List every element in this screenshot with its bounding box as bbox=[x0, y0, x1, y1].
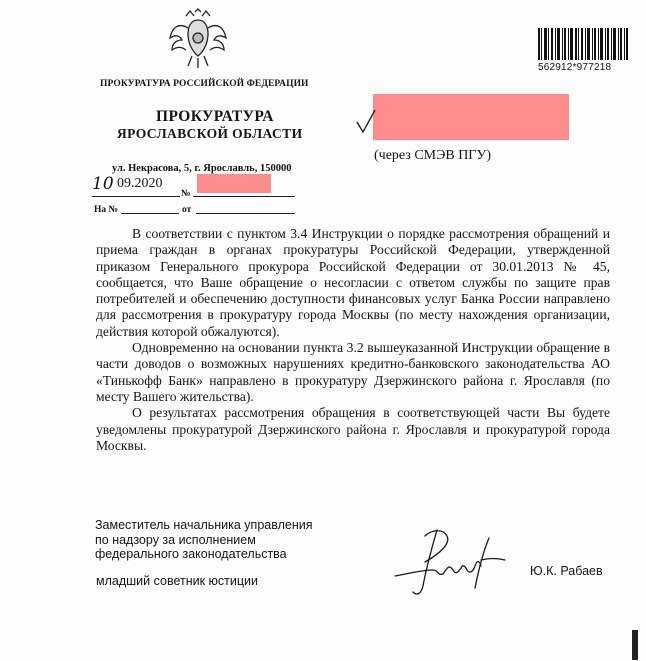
delivery-method: (через СМЭВ ПГУ) bbox=[374, 148, 491, 163]
paragraph: В соответствии с пунктом 3.4 Инструкции о порядке рассмотрения обращений и приема граждан в органах прокуратуры Российской Федерации, утвержденной приказом Генерального прокурора Российской Федерации от 30.01.2013 № 45, сообщается, что Ваше обращение о несогласии с ответом службы по защите прав потребителей и обеспечению доступности финансовых услуг Банка России направлено для рассмотрения в прокуратуру города Москвы (по месту нахождения организации, действия которой обжалуются). bbox=[96, 226, 610, 339]
paragraph: Одновременно на основании пункта 3.2 вышеуказанной Инструкции обращение в части доводов о возможных нарушениях кредитно-банковского законодательства АО «Тинькофф Банк» направлено в прокуратуру Дзержинского района г. Ярославля (по месту Вашего жительства). bbox=[96, 340, 610, 404]
org-address: ул. Некрасова, 5, г. Ярославль, 150000 bbox=[112, 163, 292, 174]
signer-name: Ю.К. Рабаев bbox=[530, 564, 603, 578]
handwritten-signature bbox=[385, 520, 515, 598]
reference-from-label: от bbox=[182, 205, 192, 215]
org-title: ПРОКУРАТУРА bbox=[156, 108, 274, 125]
position-line: Заместитель начальника управления bbox=[95, 518, 313, 532]
date-underline bbox=[92, 196, 180, 197]
reference-date-underline bbox=[196, 213, 295, 214]
paragraph: О результатах рассмотрения обращения в соответствующей части Вы будете уведомлены прокуратурой Дзержинского района г. Ярославля и прокуратурой города Москвы. bbox=[96, 405, 610, 453]
reference-underline bbox=[121, 213, 179, 214]
date-handwritten: 10 bbox=[92, 174, 114, 194]
date-printed: 09.2020 bbox=[117, 176, 163, 191]
number-underline bbox=[193, 196, 295, 197]
page-edge-mark bbox=[632, 630, 638, 660]
reference-label: На № bbox=[94, 205, 119, 215]
position-line: федерального законодательства bbox=[95, 547, 287, 561]
barcode-icon bbox=[538, 28, 628, 60]
letter-body bbox=[96, 226, 610, 454]
org-region: ЯРОСЛАВСКОЙ ОБЛАСТИ bbox=[117, 126, 303, 141]
number-label: № bbox=[181, 189, 191, 199]
outgoing-number-redaction bbox=[197, 174, 271, 193]
recipient-redaction bbox=[373, 94, 569, 140]
signer-rank: младший советник юстиции bbox=[96, 574, 258, 588]
barcode-number: 562912*977218 bbox=[538, 62, 612, 73]
org-federation-label: ПРОКУРАТУРА РОССИЙСКОЙ ФЕДЕРАЦИИ bbox=[100, 79, 309, 89]
position-line: по надзору за исполнением bbox=[95, 532, 256, 547]
signer-position bbox=[95, 518, 313, 562]
checkmark-icon bbox=[355, 108, 377, 134]
emblem-icon bbox=[168, 8, 228, 72]
